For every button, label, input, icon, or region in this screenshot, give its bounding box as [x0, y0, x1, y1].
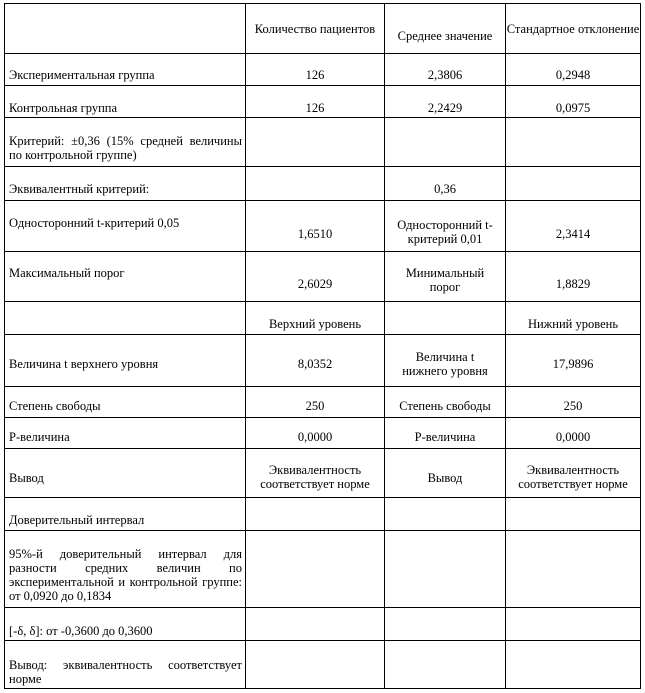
cell-conclusion-label2: Вывод	[427, 471, 463, 485]
cell-min-value: 1,8829	[555, 277, 591, 291]
row-label-ci: Доверительный интервал	[9, 513, 145, 527]
cell-pvalue-label2: Р-величина	[414, 430, 476, 444]
cell-pvalue: 0,0000	[297, 430, 333, 444]
row-label-delta: [-δ, δ]: от -0,3600 до 0,3600	[9, 624, 153, 638]
cell-exp-mean: 2,3806	[427, 68, 463, 82]
cell-conclusion: Эквивалентность соответствует норме	[260, 463, 370, 491]
cell-ctrl-sd: 0,0975	[555, 101, 591, 115]
cell-upper-level: Верхний уровень	[268, 317, 362, 331]
cell-ctrl-count: 126	[305, 101, 325, 115]
cell-t-lower-value: 17,9896	[552, 357, 594, 371]
row-label-exp: Экспериментальная группа	[9, 68, 155, 82]
row-label-dof: Степень свободы	[9, 399, 101, 413]
header-count: Количество пациентов	[254, 22, 376, 36]
header-sd: Стандартное отклонение	[506, 22, 640, 36]
row-label-ci95: 95%-й доверительный интервал для разности средних величин по экспериментальной и контрольной группе: от 0,0920 до 0,1834	[9, 547, 242, 603]
row-label-t005: Односторонний t-критерий 0,05	[9, 216, 180, 230]
header-mean: Среднее значение	[397, 29, 493, 43]
cell-max-value: 2,6029	[297, 277, 333, 291]
row-label-criterion: Критерий: ±0,36 (15% средней величины по контрольной группе)	[9, 134, 242, 162]
cell-t001-value: 2,3414	[555, 227, 591, 241]
cell-conclusion2: Эквивалентность соответствует норме	[518, 463, 628, 491]
cell-t001-label: Односторонний t-критерий 0,01	[397, 218, 493, 246]
cell-ctrl-mean: 2,2429	[427, 101, 463, 115]
row-label-final: Вывод: эквивалентность соответствует норме	[9, 658, 242, 686]
cell-exp-sd: 0,2948	[555, 68, 591, 82]
cell-exp-count: 126	[305, 68, 325, 82]
row-label-equiv: Эквивалентный критерий:	[9, 182, 150, 196]
cell-pvalue2: 0,0000	[555, 430, 591, 444]
row-label-pvalue: Р-величина	[9, 430, 70, 444]
cell-dof-value: 250	[305, 399, 325, 413]
cell-t-upper-value: 8,0352	[297, 357, 333, 371]
row-label-max: Максимальный порог	[9, 266, 125, 280]
row-label-ctrl: Контрольная группа	[9, 101, 118, 115]
row-label-conclusion: Вывод	[9, 471, 44, 485]
cell-t-lower-label: Величина t нижнего уровня	[402, 350, 488, 378]
cell-equiv-value: 0,36	[434, 182, 456, 196]
cell-min-label: Минимальный порог	[405, 266, 485, 294]
cell-t005-value: 1,6510	[297, 227, 333, 241]
row-label-t-upper: Величина t верхнего уровня	[9, 357, 159, 371]
cell-dof-label2: Степень свободы	[399, 399, 491, 413]
cell-lower-level: Нижний уровень	[527, 317, 619, 331]
cell-dof-value2: 250	[563, 399, 583, 413]
